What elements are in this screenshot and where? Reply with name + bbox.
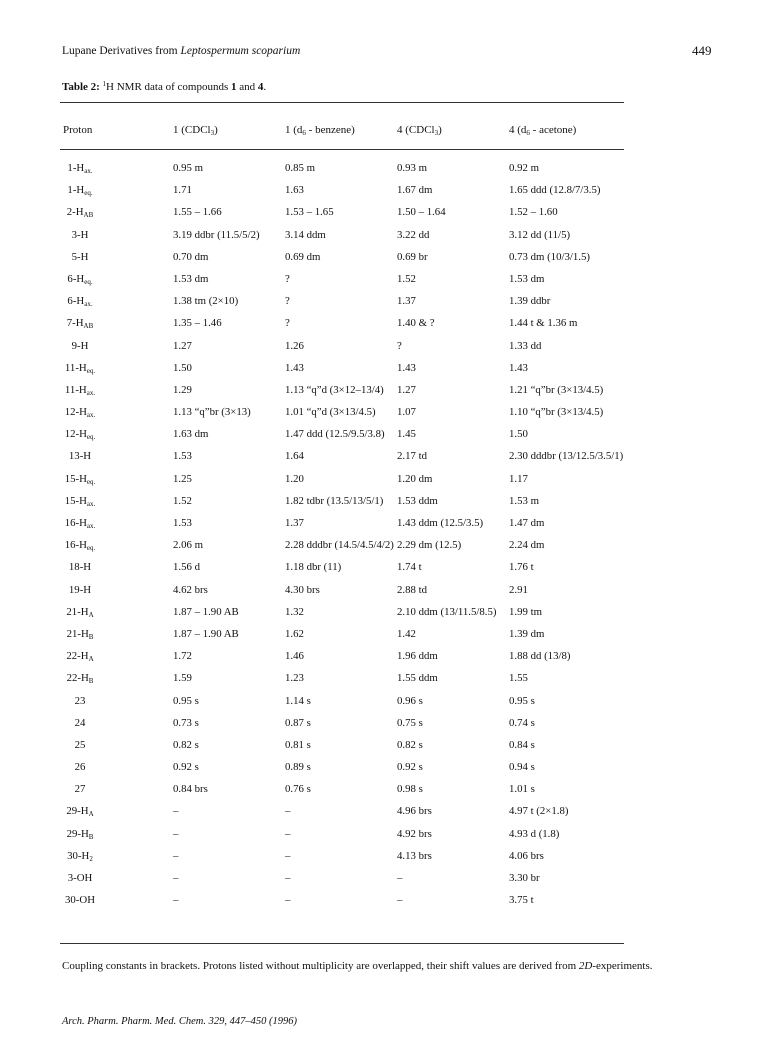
proton-label — [52, 517, 108, 530]
proton-subscript: ax. — [86, 499, 96, 508]
shift-cell: 1.43 ddm (12.5/3.5) — [397, 517, 484, 529]
column-header-main: 4 (CDCl — [397, 124, 435, 136]
table-row — [0, 295, 768, 317]
proton-subscript: 2 — [89, 854, 93, 863]
shift-cell: 1.13 “q”d (3×12–13/4) — [285, 383, 384, 396]
column-header-main: 1 (d — [285, 124, 303, 136]
running-title — [62, 45, 300, 57]
shift-cell: – — [173, 849, 179, 862]
shift-cell: 0.82 s — [173, 738, 199, 751]
shift-cell: 0.92 s — [173, 761, 199, 774]
shift-cell: 2.29 dm (12.5) — [397, 539, 462, 552]
shift-cell: 1.38 tm (2×10) — [173, 295, 239, 308]
shift-cell: 1.44 t & 1.36 m — [509, 317, 578, 330]
shift-cell: – — [285, 872, 291, 884]
proton-subscript: ax. — [86, 388, 96, 397]
table-row — [0, 273, 768, 295]
proton-subscript: eq. — [86, 544, 96, 553]
shift-cell: 4.96 brs — [397, 805, 432, 818]
shift-cell: 1.63 dm — [173, 428, 209, 441]
shift-cell: 1.72 — [173, 650, 192, 663]
proton-name: 16-H — [64, 517, 87, 529]
shift-cell: 0.74 s — [509, 716, 535, 729]
table-row — [0, 251, 768, 273]
shift-cell: 0.98 s — [397, 783, 423, 796]
shift-cell: 1.65 ddd (12.8/7/3.5) — [509, 184, 601, 197]
running-title-prefix: Lupane Derivatives from — [62, 45, 181, 57]
shift-cell: – — [285, 805, 291, 818]
shift-cell: 0.95 s — [509, 694, 535, 707]
proton-label — [52, 295, 108, 308]
table-row — [0, 539, 768, 561]
shift-cell: 0.84 brs — [173, 783, 208, 796]
table-row — [0, 340, 768, 362]
proton-name: 5-H — [71, 250, 89, 263]
table-row — [0, 783, 768, 805]
proton-label — [52, 317, 108, 330]
proton-label — [52, 406, 108, 419]
shift-cell: 1.39 dm — [509, 627, 545, 640]
table-row — [0, 206, 768, 228]
page-number: 449 — [692, 43, 712, 58]
proton-label — [52, 539, 108, 552]
proton-name: 29-H — [66, 827, 89, 840]
shift-cell: ? — [285, 295, 290, 308]
proton-label — [52, 251, 108, 263]
table-row — [0, 495, 768, 517]
table-top-rule — [60, 102, 624, 103]
proton-label — [52, 872, 108, 884]
shift-cell: 1.53 — [173, 517, 192, 529]
shift-cell: 1.74 t — [397, 561, 422, 574]
proton-subscript: A — [88, 810, 94, 819]
column-header-tail: ) — [438, 124, 442, 136]
shift-cell: 4.30 brs — [285, 583, 320, 596]
shift-cell: ? — [285, 272, 290, 285]
proton-subscript: eq. — [86, 477, 96, 486]
shift-cell: 1.76 t — [509, 561, 534, 574]
shift-cell: 1.23 — [285, 672, 304, 685]
proton-name: 30-OH — [65, 894, 95, 907]
shift-cell: 3.22 dd — [397, 228, 430, 241]
table-row — [0, 384, 768, 406]
proton-name: 6-H — [67, 272, 85, 285]
proton-subscript: B — [88, 632, 94, 641]
shift-cell: 1.52 — [397, 272, 416, 285]
proton-label — [52, 229, 108, 241]
shift-cell: – — [397, 894, 403, 907]
proton-name: 15-H — [64, 472, 87, 485]
shift-cell: 3.14 ddm — [285, 228, 326, 241]
shift-cell: 0.93 m — [397, 162, 427, 174]
shift-cell: 0.94 s — [509, 761, 535, 774]
proton-subscript: A — [88, 655, 94, 664]
table-caption — [62, 80, 266, 93]
column-header-tail: - benzene) — [305, 124, 355, 136]
shift-cell: 0.95 m — [173, 162, 203, 174]
shift-cell: 0.87 s — [285, 716, 311, 729]
shift-cell: 1.21 “q”br (3×13/4.5) — [509, 383, 604, 396]
shift-cell: 1.53 dm — [509, 272, 545, 285]
proton-name: 27 — [74, 783, 86, 796]
shift-cell: 1.42 — [397, 627, 416, 640]
proton-label — [52, 828, 108, 841]
shift-cell: 1.18 dbr (11) — [285, 561, 342, 574]
proton-label — [52, 628, 108, 641]
shift-cell: 1.50 — [509, 428, 528, 441]
proton-label — [52, 761, 108, 773]
shift-cell: 4.06 brs — [509, 849, 544, 862]
shift-cell: 1.01 s — [509, 783, 535, 796]
shift-cell: 1.07 — [397, 406, 416, 419]
table-row — [0, 561, 768, 583]
proton-name: 13-H — [68, 450, 92, 463]
shift-cell: 1.46 — [285, 650, 304, 663]
shift-cell: 1.55 ddm — [397, 672, 438, 685]
table-row — [0, 761, 768, 783]
table-body — [0, 162, 768, 916]
shift-cell: 0.89 s — [285, 761, 311, 774]
proton-label — [52, 362, 108, 375]
shift-cell: 3.30 br — [509, 872, 540, 884]
column-header-main: 4 (d — [509, 124, 527, 136]
footnote-italic: 2D — [578, 960, 593, 972]
caption-text-c: . — [263, 81, 267, 93]
caption-compound-a: 1 — [231, 81, 237, 93]
proton-name: 2-H — [66, 206, 84, 219]
proton-name: 18-H — [68, 561, 92, 574]
shift-cell: – — [173, 827, 179, 840]
shift-cell: 2.88 td — [397, 583, 427, 596]
proton-name: 11-H — [64, 383, 87, 396]
shift-cell: 1.55 — [509, 672, 528, 685]
proton-subscript: ax. — [84, 167, 93, 175]
proton-subscript: B — [88, 677, 94, 686]
shift-cell: 1.59 — [173, 672, 192, 685]
shift-cell: 1.53 — [173, 450, 192, 463]
column-header-sub: 6 — [526, 129, 530, 137]
shift-cell: 2.10 ddm (13/11.5/8.5) — [397, 605, 497, 618]
proton-subscript: ax. — [84, 300, 93, 309]
shift-cell: 0.76 s — [285, 783, 311, 796]
shift-cell: 2.24 dm — [509, 539, 545, 552]
shift-cell: 0.96 s — [397, 694, 423, 707]
table-label: Table 2: — [62, 81, 100, 93]
shift-cell: 4.92 brs — [397, 827, 432, 840]
shift-cell: – — [285, 894, 291, 907]
proton-subscript: A — [88, 610, 94, 619]
proton-label — [52, 384, 108, 397]
shift-cell: 1.53 ddm — [397, 494, 438, 507]
shift-cell: 1.39 ddbr — [509, 295, 551, 308]
shift-cell: 1.45 — [397, 428, 416, 441]
table-row — [0, 606, 768, 628]
shift-cell: 1.37 — [397, 295, 416, 308]
shift-cell: 1.64 — [285, 450, 304, 463]
shift-cell: 1.26 — [285, 339, 304, 352]
shift-cell: 0.75 s — [397, 716, 423, 729]
shift-cell: 1.50 – 1.64 — [397, 206, 446, 219]
shift-cell: 1.32 — [285, 605, 304, 618]
proton-label — [52, 717, 108, 729]
caption-text-b: and — [236, 81, 258, 93]
table-row — [0, 473, 768, 495]
shift-cell: – — [173, 894, 179, 907]
proton-name: 12-H — [64, 428, 87, 441]
shift-cell: ? — [285, 317, 290, 330]
shift-cell: 1.87 – 1.90 AB — [173, 627, 239, 640]
shift-cell: 4.97 t (2×1.8) — [509, 805, 569, 818]
table-row — [0, 428, 768, 450]
shift-cell: 1.50 — [173, 361, 192, 374]
proton-label — [52, 695, 108, 707]
proton-subscript: AB — [83, 211, 94, 220]
shift-cell: 1.52 – 1.60 — [509, 206, 558, 219]
shift-cell: 0.81 s — [285, 738, 311, 751]
shift-cell: 1.20 — [285, 472, 304, 485]
footnote-tail: -experiments. — [592, 960, 653, 972]
proton-name: 19-H — [68, 583, 92, 596]
caption-text-a: H NMR data of compounds — [106, 81, 232, 93]
proton-label — [52, 473, 108, 486]
column-header-1-cdcl3 — [173, 124, 218, 137]
proton-name: 23 — [74, 694, 86, 707]
shift-cell: 0.73 s — [173, 716, 199, 729]
shift-cell: 2.06 m — [173, 539, 203, 552]
column-header-main: Proton — [63, 124, 93, 136]
shift-cell: 2.30 dddbr (13/12.5/3.5/1) — [509, 450, 624, 463]
shift-cell: 1.67 dm — [397, 184, 433, 197]
table-row — [0, 317, 768, 339]
shift-cell: 1.96 ddm — [397, 650, 438, 663]
proton-subscript: eq. — [84, 189, 93, 198]
shift-cell: 0.84 s — [509, 738, 535, 751]
proton-label — [52, 184, 108, 197]
caption-superscript: 1 — [102, 80, 107, 88]
proton-subscript: eq. — [86, 366, 96, 375]
table-row — [0, 184, 768, 206]
shift-cell: 1.53 dm — [173, 272, 209, 285]
table-row — [0, 450, 768, 472]
shift-cell: 1.82 tdbr (13.5/13/5/1) — [285, 494, 384, 507]
proton-subscript: ax. — [86, 411, 96, 420]
proton-name: 21-H — [66, 605, 89, 618]
column-header-1-benzene — [285, 124, 355, 137]
shift-cell: 0.92 m — [509, 162, 539, 174]
proton-name: 1-H — [67, 184, 85, 197]
table-row — [0, 695, 768, 717]
shift-cell: 1.56 d — [173, 561, 200, 574]
table-row — [0, 229, 768, 251]
proton-label — [52, 584, 108, 596]
shift-cell: ? — [397, 339, 402, 352]
shift-cell: 1.33 dd — [509, 339, 542, 352]
proton-name: 25 — [74, 738, 86, 751]
footnote-text: Coupling constants in brackets. Protons listed without multiplicity are overlapped, their shift values are derived from — [62, 960, 579, 972]
shift-cell: 1.35 – 1.46 — [173, 317, 222, 330]
proton-name: 6-H — [67, 295, 85, 308]
proton-name: 9-H — [71, 339, 89, 352]
shift-cell: 0.69 br — [397, 250, 428, 263]
shift-cell: – — [285, 849, 291, 862]
proton-name: 15-H — [64, 494, 87, 507]
shift-cell: 0.70 dm — [173, 250, 209, 263]
proton-name: 30-H — [67, 849, 90, 862]
column-header-tail: - acetone) — [529, 124, 577, 136]
shift-cell: 0.69 dm — [285, 250, 321, 263]
proton-name: 16-H — [64, 539, 87, 552]
column-header-sub: 3 — [210, 129, 215, 137]
shift-cell: 1.10 “q”br (3×13/4.5) — [509, 406, 604, 419]
proton-label — [52, 739, 108, 751]
table-row — [0, 362, 768, 384]
shift-cell: 1.53 m — [509, 494, 539, 507]
shift-cell: 0.85 m — [285, 162, 315, 174]
proton-name: 22-H — [66, 672, 89, 685]
proton-label — [52, 428, 108, 441]
proton-label — [52, 606, 108, 619]
proton-name: 1-H — [67, 162, 85, 174]
shift-cell: – — [173, 805, 179, 818]
proton-name: 3-H — [71, 228, 89, 241]
running-title-species: Leptospermum scoparium — [180, 45, 301, 57]
shift-cell: – — [397, 872, 403, 884]
proton-subscript: eq. — [84, 277, 93, 286]
proton-label — [52, 894, 108, 906]
shift-cell: 0.73 dm (10/3/1.5) — [509, 250, 590, 263]
table-row — [0, 872, 768, 894]
table-row — [0, 162, 768, 184]
proton-label — [52, 450, 108, 462]
shift-cell: 1.53 – 1.65 — [285, 206, 334, 219]
table-row — [0, 672, 768, 694]
shift-cell: 1.55 – 1.66 — [173, 206, 222, 219]
proton-label — [52, 850, 108, 863]
shift-cell: 1.71 — [173, 184, 192, 197]
shift-cell: 1.88 dd (13/8) — [509, 650, 571, 663]
table-row — [0, 628, 768, 650]
table-row — [0, 584, 768, 606]
column-header-tail: ) — [214, 124, 218, 136]
table-footnote — [62, 960, 653, 972]
column-header-proton — [63, 124, 92, 136]
proton-subscript: eq. — [86, 433, 96, 442]
shift-cell: 1.14 s — [285, 694, 311, 707]
shift-cell: 2.17 td — [397, 450, 427, 463]
shift-cell: 1.27 — [173, 339, 192, 352]
proton-label — [52, 495, 108, 508]
proton-name: 22-H — [66, 650, 89, 663]
shift-cell: 4.93 d (1.8) — [509, 827, 560, 840]
proton-label — [52, 273, 108, 286]
proton-name: 26 — [74, 761, 86, 774]
proton-name: 21-H — [66, 627, 89, 640]
shift-cell: 1.43 — [509, 361, 528, 374]
shift-cell: 1.20 dm — [397, 472, 433, 485]
table-row — [0, 894, 768, 916]
shift-cell: 1.27 — [397, 383, 416, 396]
shift-cell: 0.92 s — [397, 761, 423, 774]
proton-subscript: AB — [83, 322, 94, 331]
shift-cell: 4.13 brs — [397, 849, 432, 862]
proton-label — [52, 650, 108, 663]
shift-cell: 1.25 — [173, 472, 192, 485]
proton-label — [52, 783, 108, 795]
shift-cell: 1.62 — [285, 627, 304, 640]
table-row — [0, 406, 768, 428]
proton-label — [52, 805, 108, 818]
proton-name: 3-OH — [67, 872, 93, 884]
column-header-4-acetone — [509, 124, 576, 137]
shift-cell: 3.75 t — [509, 894, 534, 907]
shift-cell: 1.13 “q”br (3×13) — [173, 406, 251, 419]
proton-name: 24 — [74, 716, 86, 729]
proton-label — [52, 162, 108, 175]
proton-name: 7-H — [66, 317, 84, 330]
shift-cell: 1.40 & ? — [397, 317, 435, 330]
shift-cell: 1.37 — [285, 517, 304, 529]
proton-label — [52, 206, 108, 219]
column-header-4-cdcl3 — [397, 124, 442, 137]
table-bottom-rule — [60, 943, 624, 944]
shift-cell: 3.12 dd (11/5) — [509, 228, 571, 241]
shift-cell: 1.47 dm — [509, 517, 545, 529]
column-header-sub: 3 — [434, 129, 439, 137]
shift-cell: 1.87 – 1.90 AB — [173, 605, 239, 618]
table-row — [0, 517, 768, 539]
proton-name: 11-H — [64, 361, 87, 374]
shift-cell: 1.43 — [285, 361, 304, 374]
shift-cell: – — [173, 872, 179, 884]
shift-cell: 1.99 tm — [509, 605, 542, 618]
shift-cell: 0.95 s — [173, 694, 199, 707]
shift-cell: 1.63 — [285, 184, 304, 197]
shift-cell: 1.43 — [397, 361, 416, 374]
shift-cell: – — [285, 827, 291, 840]
shift-cell: 1.29 — [173, 383, 192, 396]
proton-label — [52, 672, 108, 685]
proton-name: 12-H — [64, 406, 87, 419]
table-row — [0, 717, 768, 739]
shift-cell: 1.47 ddd (12.5/9.5/3.8) — [285, 428, 385, 441]
shift-cell: 1.17 — [509, 472, 528, 485]
proton-name: 29-H — [66, 805, 89, 818]
column-header-main: 1 (CDCl — [173, 124, 211, 136]
shift-cell: 1.52 — [173, 494, 192, 507]
table-row — [0, 650, 768, 672]
caption-compound-b: 4 — [257, 81, 264, 93]
table-row — [0, 850, 768, 872]
column-header-sub: 6 — [302, 129, 306, 137]
shift-cell: 4.62 brs — [173, 583, 208, 596]
proton-subscript: B — [88, 832, 94, 841]
journal-citation: Arch. Pharm. Pharm. Med. Chem. 329, 447–450 (1996) — [62, 1016, 297, 1027]
table-header-rule — [60, 149, 624, 150]
table-row — [0, 739, 768, 761]
table-row — [0, 828, 768, 850]
shift-cell: 0.82 s — [397, 738, 423, 751]
proton-label — [52, 561, 108, 573]
table-row — [0, 805, 768, 827]
proton-subscript: ax. — [86, 522, 96, 530]
proton-label — [52, 340, 108, 352]
shift-cell: 2.91 — [509, 583, 528, 596]
shift-cell: 3.19 ddbr (11.5/5/2) — [173, 228, 260, 241]
shift-cell: 2.28 dddbr (14.5/4.5/4/2) — [285, 539, 394, 552]
shift-cell: 1.01 “q”d (3×13/4.5) — [285, 406, 376, 419]
